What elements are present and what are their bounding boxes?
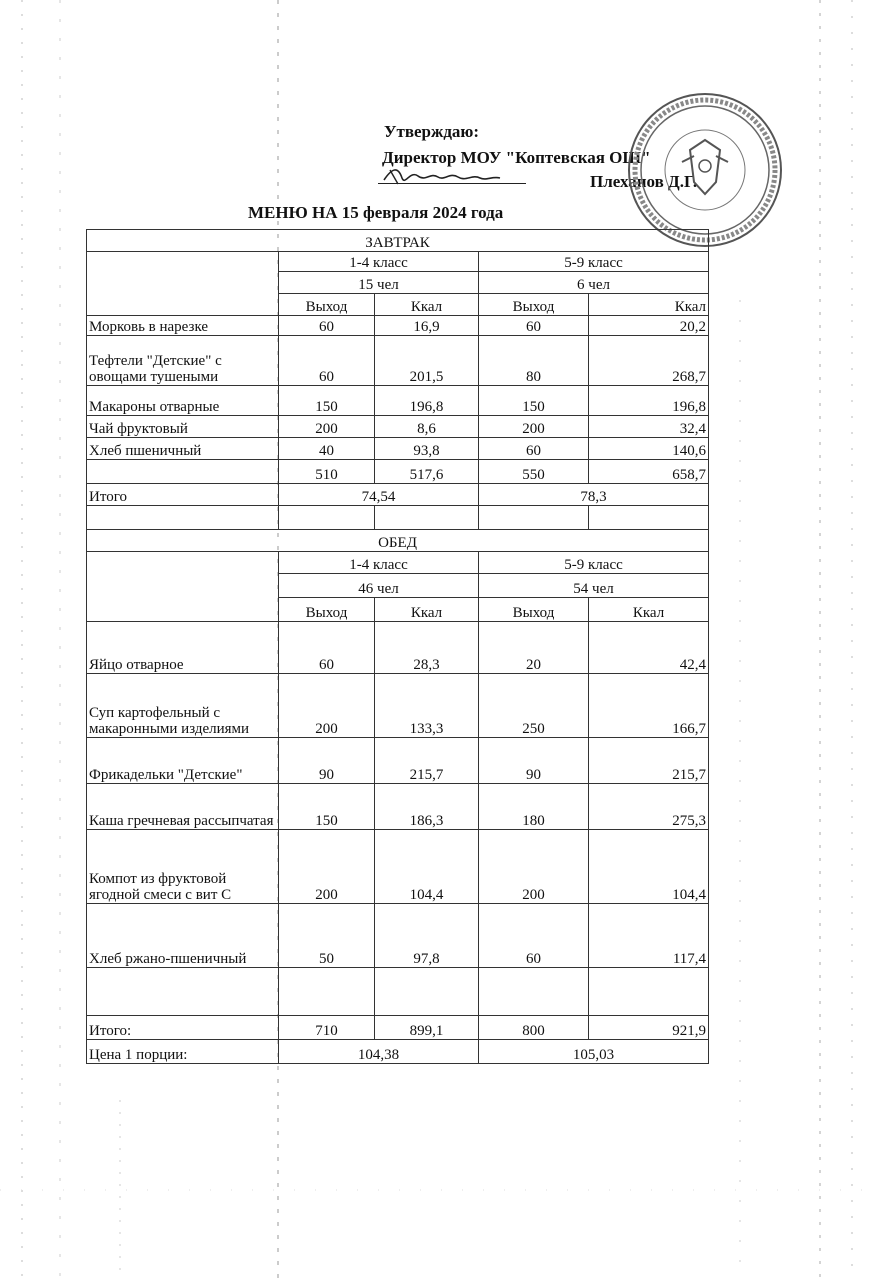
yield-value: 250 — [479, 674, 589, 738]
price-group-2: 105,03 — [479, 1040, 709, 1064]
breakfast-section-title: ЗАВТРАК — [87, 230, 709, 252]
table-row — [87, 904, 709, 968]
yield-value: 200 — [279, 674, 375, 738]
kcal-value: 201,5 — [375, 336, 479, 386]
dish-name: Тефтели "Детские" с овощами тушеными — [87, 336, 279, 386]
kcal-value: 275,3 — [589, 784, 709, 830]
table-row — [87, 416, 709, 438]
yield-value: 60 — [279, 316, 375, 336]
dish-name: Яйцо отварное — [87, 622, 279, 674]
yield-value: 60 — [279, 622, 375, 674]
kcal-value: 140,6 — [589, 438, 709, 460]
kcal-value: 658,7 — [589, 460, 709, 484]
yield-value: 800 — [479, 1016, 589, 1040]
lunch-group-1-people: 46 чел — [279, 574, 479, 598]
breakfast-group-1-label: 1-4 класс — [279, 252, 479, 272]
yield-value: 20 — [479, 622, 589, 674]
kcal-value: 215,7 — [375, 738, 479, 784]
dish-name: Морковь в нарезке — [87, 316, 279, 336]
kcal-value: 32,4 — [589, 416, 709, 438]
kcal-value: 20,2 — [589, 316, 709, 336]
breakfast-total-row — [87, 484, 709, 506]
kcal-value: 517,6 — [375, 460, 479, 484]
yield-value: 40 — [279, 438, 375, 460]
yield-value: 150 — [479, 386, 589, 416]
table-row — [87, 738, 709, 784]
breakfast-col-kcal-2: Ккал — [589, 294, 709, 316]
table-row — [87, 316, 709, 336]
yield-value: 200 — [279, 830, 375, 904]
table-row — [87, 622, 709, 674]
yield-value: 60 — [479, 438, 589, 460]
official-stamp-seal — [620, 90, 790, 250]
breakfast-group-2-label: 5-9 класс — [479, 252, 709, 272]
dish-name — [87, 460, 279, 484]
yield-value: 200 — [479, 416, 589, 438]
kcal-value: 899,1 — [375, 1016, 479, 1040]
table-row-blank — [87, 968, 709, 1016]
dish-name: Фрикадельки "Детские" — [87, 738, 279, 784]
lunch-total-label: Итого: — [87, 1016, 279, 1040]
dish-name: Хлеб ржано-пшеничный — [87, 904, 279, 968]
breakfast-col-kcal-1: Ккал — [375, 294, 479, 316]
breakfast-total-group-2: 78,3 — [479, 484, 709, 506]
breakfast-group-2-people: 6 чел — [479, 272, 709, 294]
yield-value: 150 — [279, 784, 375, 830]
table-row — [87, 438, 709, 460]
yield-value: 80 — [479, 336, 589, 386]
lunch-total-row — [87, 1016, 709, 1040]
kcal-value: 166,7 — [589, 674, 709, 738]
yield-value: 200 — [279, 416, 375, 438]
table-row-blank — [87, 506, 709, 530]
signature-handwritten — [378, 150, 528, 195]
yield-value: 200 — [479, 830, 589, 904]
approval-position: Директор МОУ "Коптевская ОШ" — [382, 148, 651, 167]
kcal-value: 186,3 — [375, 784, 479, 830]
kcal-value: 97,8 — [375, 904, 479, 968]
kcal-value: 196,8 — [375, 386, 479, 416]
kcal-value: 268,7 — [589, 336, 709, 386]
table-row-subtotal — [87, 460, 709, 484]
breakfast-group-1-people: 15 чел — [279, 272, 479, 294]
yield-value: 90 — [279, 738, 375, 784]
table-row — [87, 784, 709, 830]
dish-name: Суп картофельный с макаронными изделиями — [87, 674, 279, 738]
kcal-value: 93,8 — [375, 438, 479, 460]
kcal-value: 117,4 — [589, 904, 709, 968]
lunch-group-1-label: 1-4 класс — [279, 552, 479, 574]
kcal-value: 196,8 — [589, 386, 709, 416]
breakfast-col-yield-1: Выход — [279, 294, 375, 316]
table-row — [87, 336, 709, 386]
breakfast-col-yield-2: Выход — [479, 294, 589, 316]
kcal-value: 16,9 — [375, 316, 479, 336]
yield-value: 50 — [279, 904, 375, 968]
yield-value: 150 — [279, 386, 375, 416]
yield-value: 90 — [479, 738, 589, 784]
lunch-col-yield-1: Выход — [279, 598, 375, 622]
menu-table — [86, 229, 709, 1064]
kcal-value: 215,7 — [589, 738, 709, 784]
yield-value: 710 — [279, 1016, 375, 1040]
kcal-value: 104,4 — [589, 830, 709, 904]
approval-signer: Плеханов Д.Г. — [590, 172, 698, 191]
dish-name: Хлеб пшеничный — [87, 438, 279, 460]
breakfast-total-label: Итого — [87, 484, 279, 506]
yield-value: 60 — [479, 316, 589, 336]
table-row — [87, 830, 709, 904]
price-row — [87, 1040, 709, 1064]
breakfast-total-group-1: 74,54 — [279, 484, 479, 506]
price-group-1: 104,38 — [279, 1040, 479, 1064]
yield-value: 60 — [279, 336, 375, 386]
dish-name: Макароны отварные — [87, 386, 279, 416]
lunch-col-kcal-2: Ккал — [589, 598, 709, 622]
lunch-header-blank — [87, 552, 279, 622]
table-row — [87, 674, 709, 738]
kcal-value: 921,9 — [589, 1016, 709, 1040]
kcal-value: 133,3 — [375, 674, 479, 738]
menu-title: МЕНЮ НА 15 февраля 2024 года — [248, 203, 504, 222]
dish-name: Компот из фруктовой ягодной смеси с вит С — [87, 830, 279, 904]
lunch-section-title: ОБЕД — [87, 530, 709, 552]
price-label: Цена 1 порции: — [87, 1040, 279, 1064]
yield-value: 550 — [479, 460, 589, 484]
lunch-col-kcal-1: Ккал — [375, 598, 479, 622]
kcal-value: 28,3 — [375, 622, 479, 674]
kcal-value: 8,6 — [375, 416, 479, 438]
lunch-group-2-label: 5-9 класс — [479, 552, 709, 574]
kcal-value: 104,4 — [375, 830, 479, 904]
yield-value: 510 — [279, 460, 375, 484]
dish-name: Каша гречневая рассыпчатая — [87, 784, 279, 830]
lunch-col-yield-2: Выход — [479, 598, 589, 622]
approval-caption: Утверждаю: — [384, 122, 480, 141]
yield-value: 60 — [479, 904, 589, 968]
breakfast-header-blank — [87, 252, 279, 316]
table-row — [87, 386, 709, 416]
yield-value: 180 — [479, 784, 589, 830]
kcal-value: 42,4 — [589, 622, 709, 674]
dish-name: Чай фруктовый — [87, 416, 279, 438]
lunch-group-2-people: 54 чел — [479, 574, 709, 598]
